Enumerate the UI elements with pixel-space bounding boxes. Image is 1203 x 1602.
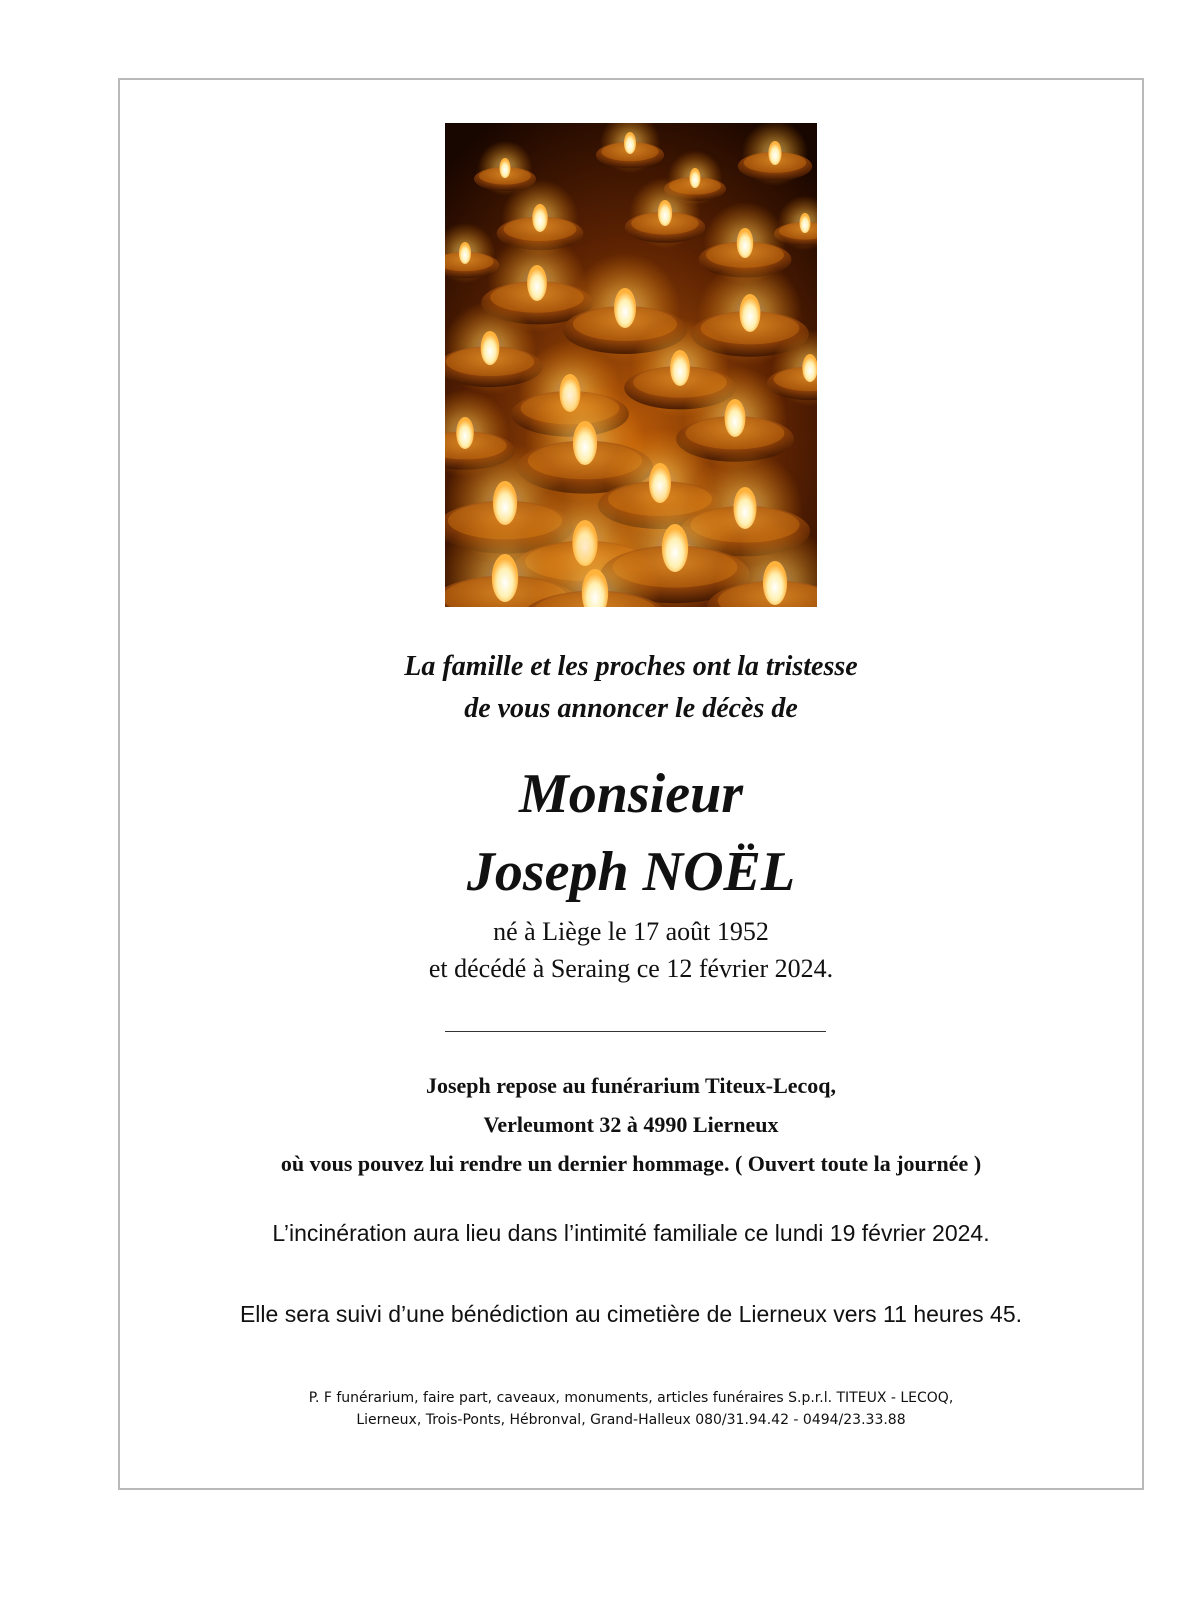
intro-text	[118, 646, 1144, 730]
birth-info: né à Liège le 17 août 1952	[493, 917, 769, 946]
visitation-line-3: où vous pouvez lui rendre un dernier hommage. ( Ouvert toute la journée )	[280, 1151, 982, 1176]
intro-line-1: La famille et les proches ont la tristesse	[404, 651, 858, 682]
candles-photo	[445, 123, 817, 607]
visitation-line-2: Verleumont 32 à 4990 Lierneux	[483, 1112, 779, 1137]
death-info: et décédé à Seraing ce 12 février 2024.	[428, 954, 834, 983]
cremation-notice: L’incinération aura lieu dans l’intimité familiale ce lundi 19 février 2024.	[272, 1220, 990, 1246]
deceased-title: Monsieur	[518, 763, 744, 825]
intro-line-2: de vous annoncer le décès de	[464, 693, 798, 724]
visitation-line-1: Joseph repose au funérarium Titeux-Lecoq,	[425, 1073, 837, 1098]
divider-line	[445, 1031, 826, 1032]
blessing-notice: Elle sera suivi d’une bénédiction au cimetière de Lierneux vers 11 heures 45.	[239, 1301, 1023, 1327]
footer-line-2: Lierneux, Trois-Ponts, Hébronval, Grand-Halleux 080/31.94.42 - 0494/23.33.88	[356, 1412, 906, 1428]
deceased-name: Joseph NOËL	[466, 841, 796, 903]
footer-line-1: P. F funérarium, faire part, caveaux, monuments, articles funéraires S.p.r.l. TITEUX - LECOQ,	[308, 1390, 954, 1406]
